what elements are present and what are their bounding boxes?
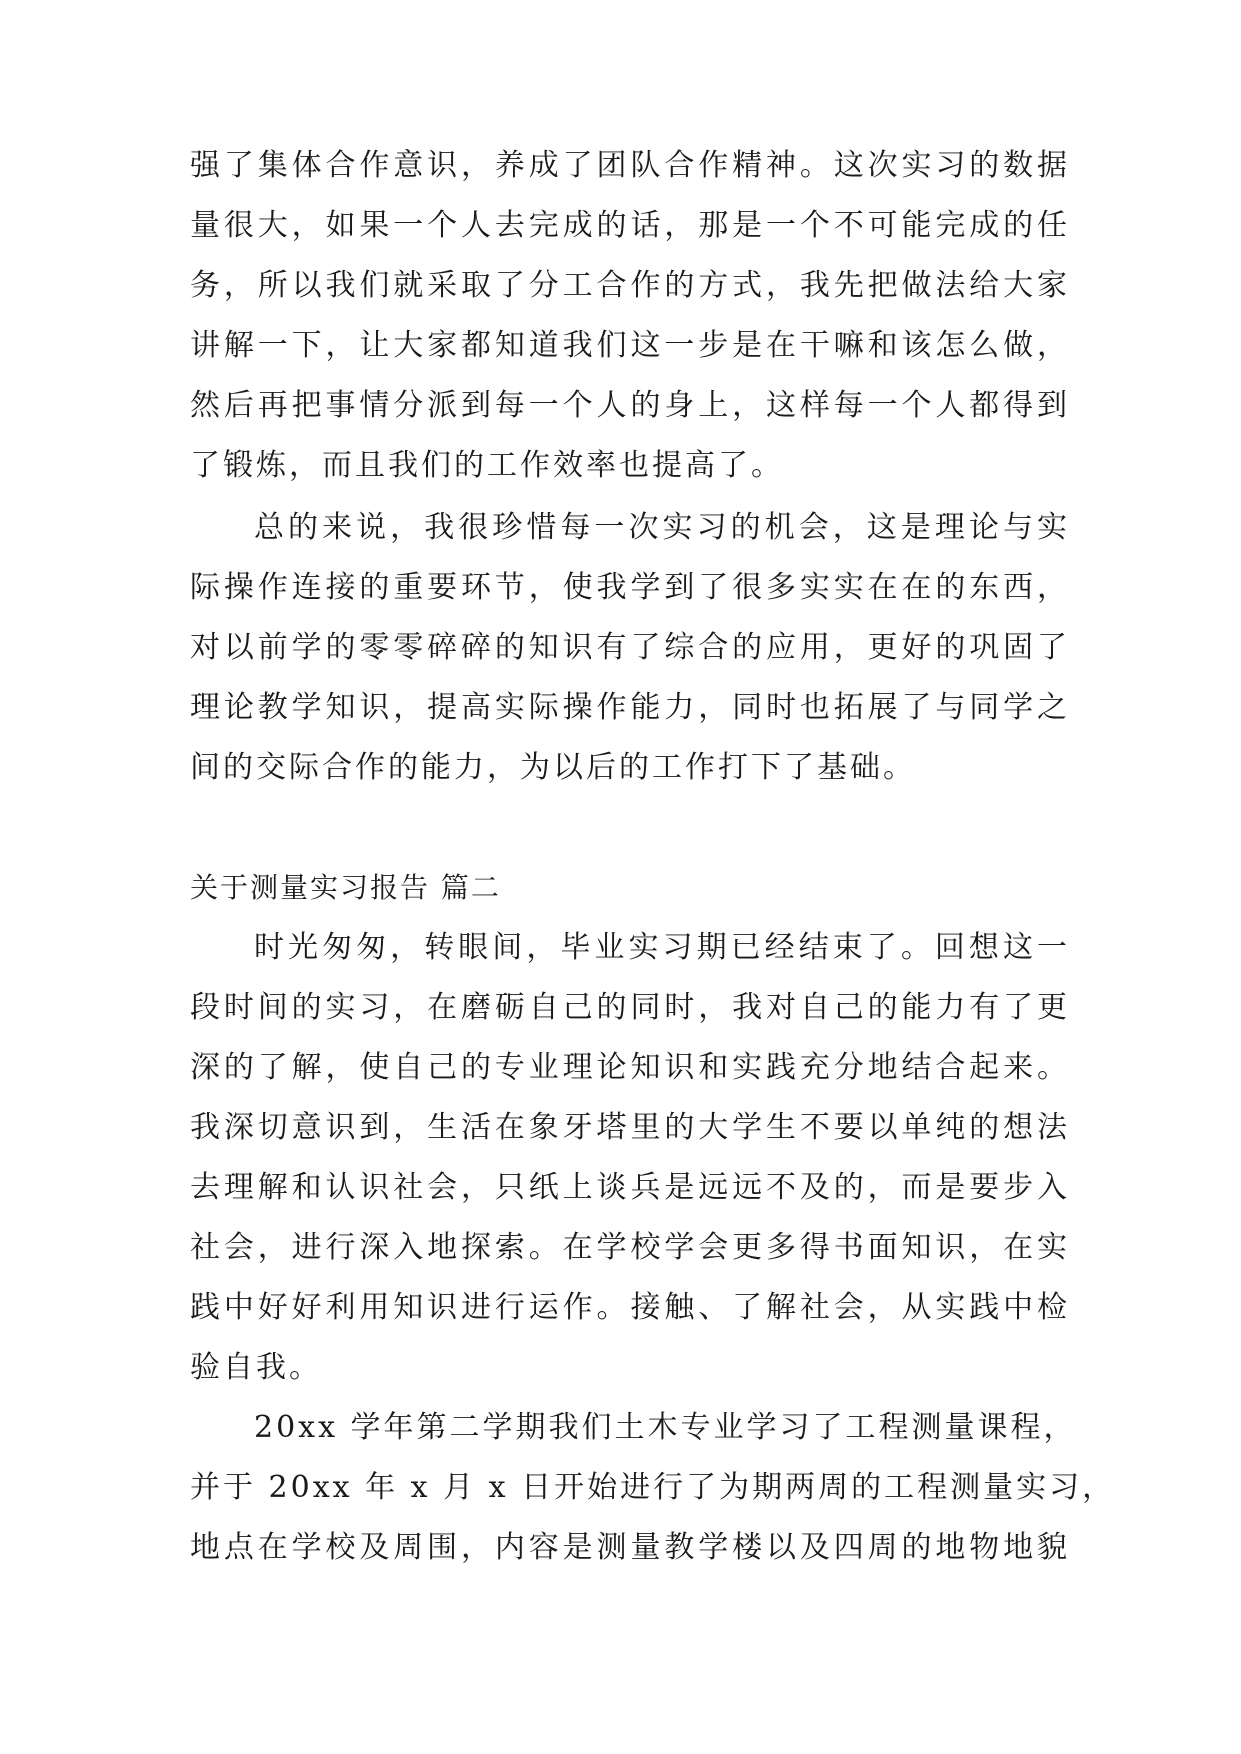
paragraph-4 [190, 1398, 1116, 1578]
section-heading: 关于测量实习报告 篇二 [190, 871, 501, 904]
paragraph-line: 际操作连接的重要环节，使我学到了很多实实在在的东西， [190, 570, 1070, 605]
paragraph-line: 地点在学校及周围，内容是测量教学楼以及四周的地物地貌 [190, 1530, 1070, 1565]
paragraph-line: 务，所以我们就采取了分工合作的方式，我先把做法给大家 [190, 268, 1070, 303]
paragraph-line: 践中好好利用知识进行运作。接触、了解社会，从实践中检 [190, 1290, 1070, 1325]
paragraph-line: 对以前学的零零碎碎的知识有了综合的应用，更好的巩固了 [190, 630, 1070, 665]
paragraph-line: 量很大，如果一个人去完成的话，那是一个不可能完成的任 [190, 208, 1070, 243]
paragraph-line: 强了集体合作意识，养成了团队合作精神。这次实习的数据 [190, 148, 1070, 183]
paragraph-line: 社会，进行深入地探索。在学校学会更多得书面知识，在实 [190, 1230, 1070, 1265]
paragraph-line: 并于 20xx 年 x 月 x 日开始进行了为期两周的工程测量实习， [190, 1470, 1116, 1505]
paragraph-line: 段时间的实习，在磨砺自己的同时，我对自己的能力有了更 [190, 990, 1070, 1025]
paragraph-line: 总的来说，我很珍惜每一次实习的机会，这是理论与实 [254, 510, 1070, 545]
paragraph-3 [190, 918, 1070, 1398]
paragraph-line: 20xx 学年第二学期我们土木专业学习了工程测量课程， [254, 1410, 1077, 1445]
section-heading-block [190, 858, 1070, 918]
paragraph-line: 我深切意识到，生活在象牙塔里的大学生不要以单纯的想法 [190, 1110, 1070, 1145]
paragraph-line: 时光匆匆，转眼间，毕业实习期已经结束了。回想这一 [254, 930, 1070, 965]
paragraph-line: 讲解一下，让大家都知道我们这一步是在干嘛和该怎么做， [190, 328, 1070, 363]
paragraph-line: 间的交际合作的能力，为以后的工作打下了基础。 [190, 750, 916, 785]
paragraph-line: 了锻炼，而且我们的工作效率也提高了。 [190, 448, 784, 483]
paragraph-line: 然后再把事情分派到每一个人的身上，这样每一个人都得到 [190, 388, 1070, 423]
paragraph-line: 深的了解，使自己的专业理论知识和实践充分地结合起来。 [190, 1050, 1070, 1085]
paragraph-2 [190, 498, 1070, 798]
paragraph-line: 理论教学知识，提高实际操作能力，同时也拓展了与同学之 [190, 690, 1070, 725]
paragraph-1 [190, 136, 1070, 496]
paragraph-line: 验自我。 [190, 1350, 322, 1385]
paragraph-line: 去理解和认识社会，只纸上谈兵是远远不及的，而是要步入 [190, 1170, 1070, 1205]
